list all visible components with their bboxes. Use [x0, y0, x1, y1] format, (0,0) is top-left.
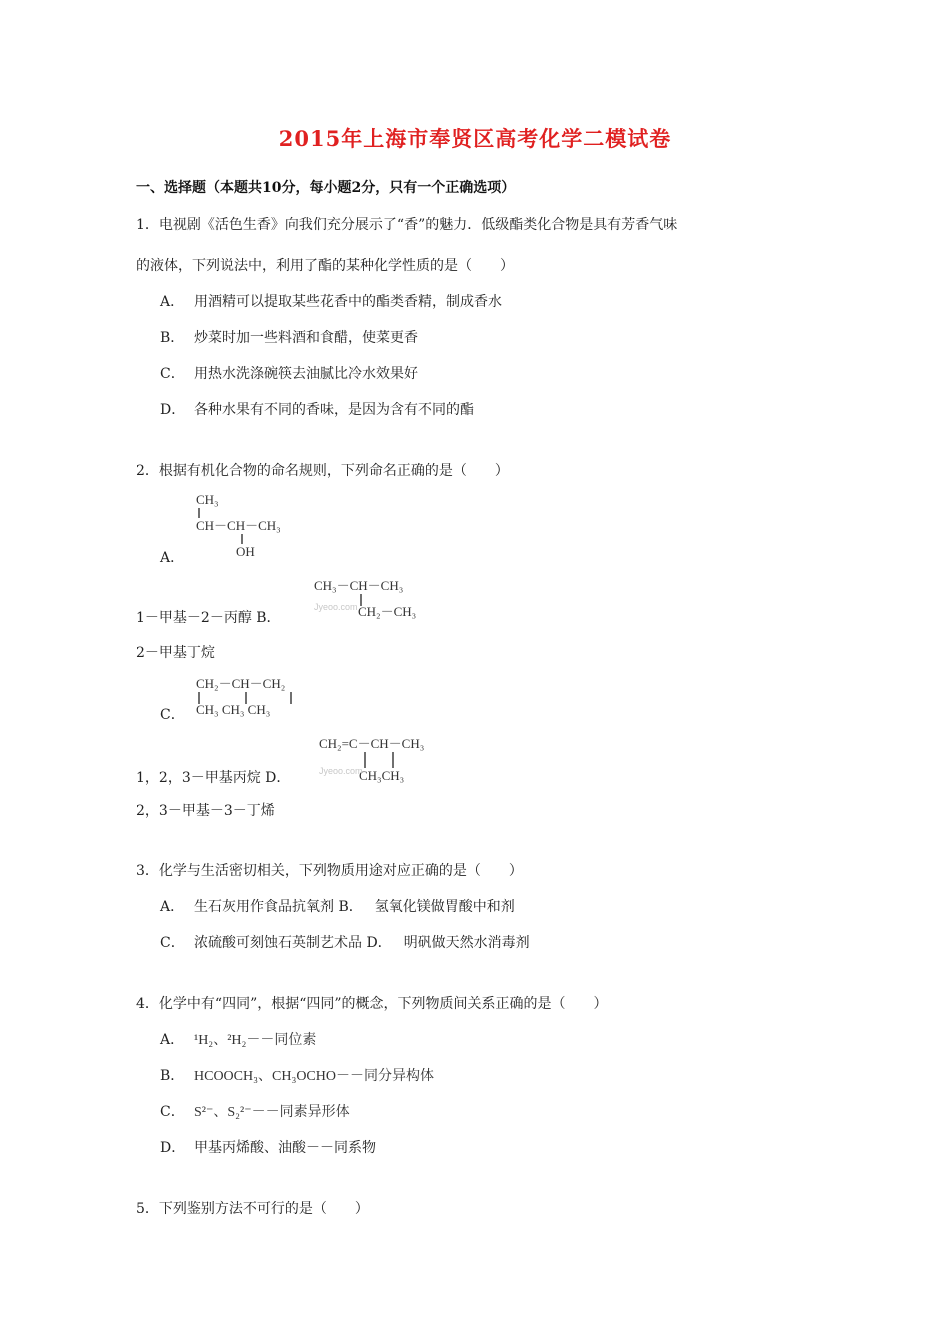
q3-options-row1[interactable] [160, 896, 515, 916]
option-text: 炒菜时加一些料酒和食醋，使菜更香 [194, 330, 418, 346]
q4-option-b[interactable] [160, 1065, 434, 1085]
option-text: 甲基丙烯酸、油酸－－同系物 [194, 1140, 376, 1156]
structure-d-top: CH₂=C－CH－CH₃ [319, 736, 425, 751]
option-letter: C． [160, 1104, 185, 1120]
option-letter: C． [160, 935, 185, 951]
structure-a-mid: CH－CH－CH₃ [196, 518, 281, 533]
watermark: Jyeoo.com [319, 766, 363, 776]
q2-option-c-label[interactable]: C． [160, 707, 185, 723]
structure-d-bottom: CH₃CH₃ [359, 768, 405, 783]
option-text: HCOOCH₃、CH₃OCHO－－同分异构体 [194, 1069, 434, 1084]
q2-stem: 2．根据有机化合物的命名规则，下列命名正确的是（ ） [136, 463, 509, 479]
structure-a-bottom: OH [236, 544, 255, 559]
option-text: 氢氧化镁做胃酸中和剂 [374, 899, 515, 915]
structure-c-diagram [190, 670, 330, 720]
page-title: 2015年上海市奉贤区高考化学二模试卷 [278, 126, 672, 151]
option-letter: C． [160, 366, 185, 382]
structure-b-bottom: CH₂－CH₃ [358, 604, 417, 619]
option-letter: A． [160, 899, 185, 915]
structure-c-top: CH₂－CH－CH₂ [196, 676, 286, 691]
structure-a-top: CH₃ [196, 492, 219, 507]
option-text: 生石灰用作食品抗氧剂 B． [194, 899, 363, 915]
structure-b-top: CH₃－CH－CH₃ [314, 578, 404, 593]
q1-option-c[interactable] [160, 363, 418, 383]
option-letter: D． [160, 402, 186, 418]
structure-c-bottom: CH₃ CH₃ CH₃ [196, 702, 271, 717]
option-letter: D． [160, 1140, 186, 1156]
option-text: S²⁻、S₂²⁻－－同素异形体 [194, 1105, 350, 1120]
q4-option-a[interactable] [160, 1029, 316, 1049]
q2-option-a-label[interactable]: A． [160, 550, 185, 566]
q2-option-d-name: 2，3－甲基－3－丁烯 [136, 803, 275, 819]
q2-option-b-name: 2－甲基丁烷 [136, 645, 215, 661]
structure-a-diagram [190, 488, 320, 563]
watermark: Jyeoo.com [314, 602, 358, 612]
option-text: 各种水果有不同的香味，是因为含有不同的酯 [194, 402, 474, 418]
option-text: 浓硫酸可刻蚀石英制艺术品 D． [194, 935, 392, 951]
option-text: ¹H₂、²H₂－－同位素 [194, 1033, 317, 1048]
q5-stem: 5．下列鉴别方法不可行的是（ ） [136, 1201, 369, 1217]
option-text: 用热水洗涤碗筷去油腻比冷水效果好 [194, 366, 418, 382]
option-letter: B． [160, 1068, 185, 1084]
q2-option-c-name-d-label: 1，2，3－甲基丙烷 D． [136, 770, 291, 786]
section-heading: 一、选择题（本题共10分，每小题2分，只有一个正确选项） [136, 180, 516, 196]
option-letter: B． [160, 330, 185, 346]
q3-options-row2[interactable] [160, 932, 530, 952]
q1-option-a[interactable] [160, 291, 502, 311]
q4-option-d[interactable] [160, 1137, 376, 1157]
q1-option-b[interactable] [160, 327, 418, 347]
q4-stem: 4．化学中有“四同”，根据“四同”的概念，下列物质间关系正确的是（ ） [136, 996, 608, 1012]
structure-b-diagram [310, 572, 450, 622]
q1-stem-line1: 1．电视剧《活色生香》向我们充分展示了“香”的魅力．低级酯类化合物是具有芳香气味 [136, 217, 678, 233]
option-letter: A． [160, 1032, 185, 1048]
q3-stem: 3．化学与生活密切相关，下列物质用途对应正确的是（ ） [136, 863, 523, 879]
q4-option-c[interactable] [160, 1101, 350, 1121]
q2-option-a-name-b-label: 1－甲基－2－丙醇 B． [136, 610, 281, 626]
q1-stem-line2: 的液体，下列说法中，利用了酯的某种化学性质的是（ ） [136, 258, 514, 274]
structure-d-diagram [315, 730, 465, 786]
q1-option-d[interactable] [160, 399, 474, 419]
option-text: 明矾做天然水消毒剂 [403, 935, 530, 951]
option-letter: A． [160, 294, 185, 310]
option-text: 用酒精可以提取某些花香中的酯类香精，制成香水 [194, 294, 502, 310]
